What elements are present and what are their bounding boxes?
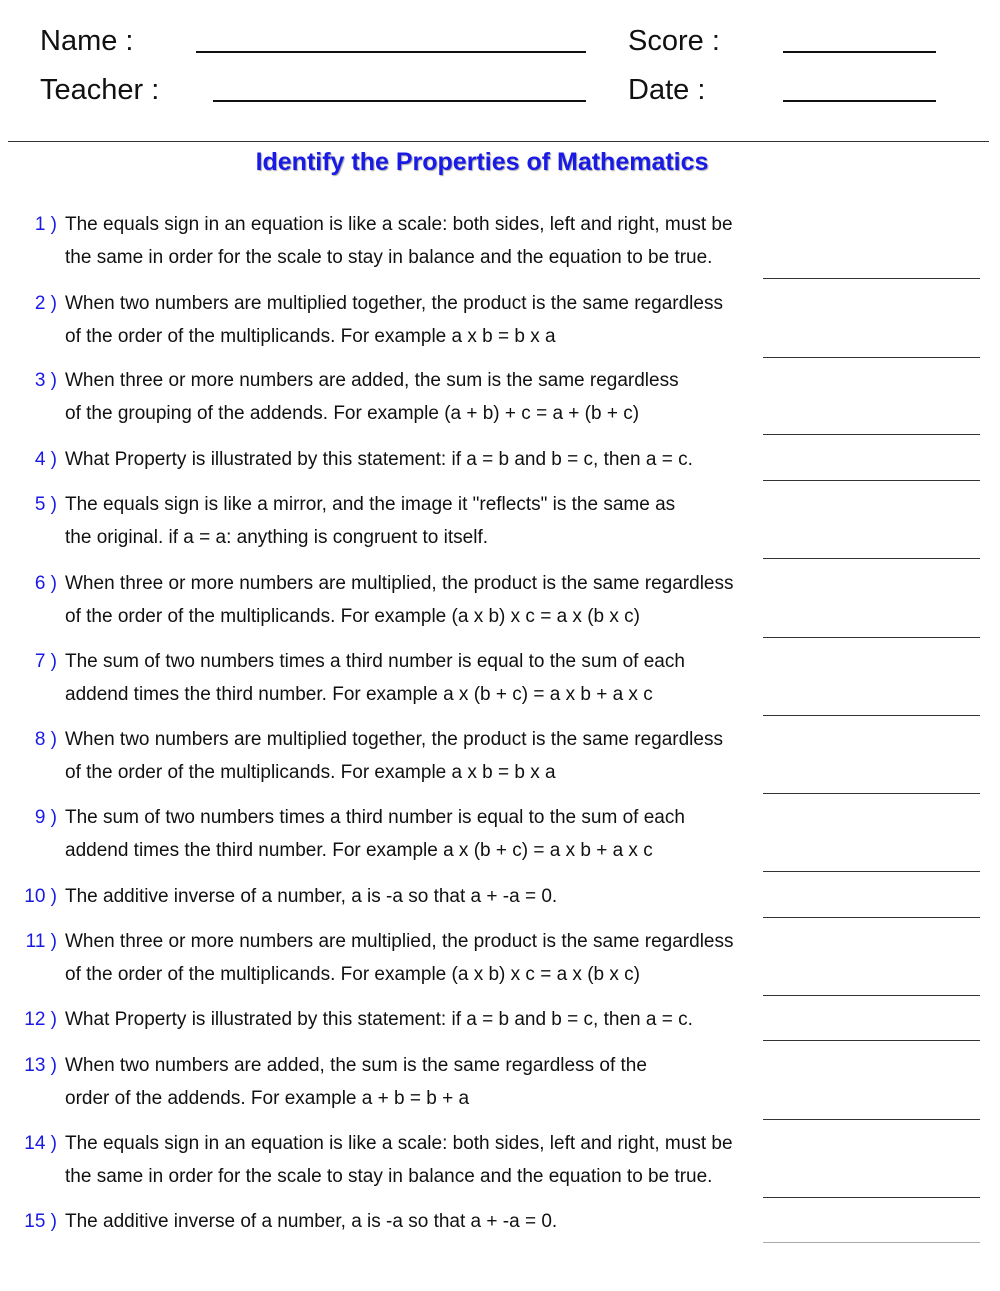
question-text-line: When two numbers are multiplied together, the product is the same regardless — [65, 729, 723, 750]
question-text — [65, 1049, 765, 1115]
answer-blank[interactable] — [763, 357, 980, 358]
question-text-line: of the order of the multiplicands. For example a x b = b x a — [65, 326, 556, 347]
answer-blank[interactable] — [763, 1242, 980, 1243]
question-text — [65, 1205, 765, 1238]
score-label: Score : — [628, 25, 720, 57]
question-number: 1 ) — [34, 214, 57, 235]
question-text-line: of the order of the multiplicands. For example a x b = b x a — [65, 762, 556, 783]
question-text-line: the same in order for the scale to stay in balance and the equation to be true. — [65, 1166, 713, 1187]
question-text — [65, 801, 765, 867]
question-text-line: of the grouping of the addends. For example (a + b) + c = a + (b + c) — [65, 403, 640, 424]
answer-blank[interactable] — [763, 480, 980, 481]
question-text-line: addend times the third number. For example a x (b + c) = a x b + a x c — [65, 684, 653, 705]
question-text — [65, 567, 765, 633]
question-text — [65, 925, 765, 991]
name-label: Name : — [40, 25, 134, 57]
question-text — [65, 1003, 765, 1036]
question-text-line: The equals sign in an equation is like a scale: both sides, left and right, must be — [65, 214, 733, 235]
question-text-line: The additive inverse of a number, a is -a so that a + -a = 0. — [65, 886, 558, 907]
question-number: 2 ) — [34, 293, 57, 314]
question-text-line: The additive inverse of a number, a is -a so that a + -a = 0. — [65, 1211, 558, 1232]
question-number: 10 ) — [24, 886, 57, 907]
question-text-line: the same in order for the scale to stay in balance and the equation to be true. — [65, 247, 713, 268]
score-field[interactable] — [783, 51, 936, 53]
question-text-line: What Property is illustrated by this statement: if a = b and b = c, then a = c. — [65, 449, 693, 470]
answer-blank[interactable] — [763, 793, 980, 794]
answer-blank[interactable] — [763, 871, 980, 872]
question-text-line: of the order of the multiplicands. For example (a x b) x c = a x (b x c) — [65, 606, 640, 627]
question-text-line: What Property is illustrated by this statement: if a = b and b = c, then a = c. — [65, 1009, 693, 1030]
answer-blank[interactable] — [763, 637, 980, 638]
question-number: 13 ) — [24, 1055, 57, 1076]
question-text-line: When three or more numbers are added, the sum is the same regardless — [65, 370, 679, 391]
name-field[interactable] — [196, 51, 586, 53]
date-label: Date : — [628, 74, 706, 106]
teacher-label: Teacher : — [40, 74, 160, 106]
question-number: 6 ) — [34, 573, 57, 594]
question-number: 3 ) — [34, 370, 57, 391]
question-number: 4 ) — [34, 449, 57, 470]
answer-blank[interactable] — [763, 715, 980, 716]
question-text-line: The sum of two numbers times a third number is equal to the sum of each — [65, 651, 685, 672]
question-number: 14 ) — [24, 1133, 57, 1154]
answer-blank[interactable] — [763, 558, 980, 559]
question-text-line: of the order of the multiplicands. For example (a x b) x c = a x (b x c) — [65, 964, 640, 985]
answer-blank[interactable] — [763, 278, 980, 279]
question-text — [65, 208, 765, 274]
question-text — [65, 443, 765, 476]
question-text — [65, 488, 765, 554]
question-number: 5 ) — [34, 494, 57, 515]
teacher-field[interactable] — [213, 100, 586, 102]
question-number: 11 ) — [25, 931, 57, 952]
question-text-line: When three or more numbers are multiplied, the product is the same regardless — [65, 931, 734, 952]
question-number: 15 ) — [24, 1211, 57, 1232]
answer-blank[interactable] — [763, 1040, 980, 1041]
question-text — [65, 287, 765, 353]
question-text-line: The sum of two numbers times a third number is equal to the sum of each — [65, 807, 685, 828]
question-number: 12 ) — [24, 1009, 57, 1030]
answer-blank[interactable] — [763, 1197, 980, 1198]
question-text — [65, 645, 765, 711]
question-text-line: order of the addends. For example a + b = b + a — [65, 1088, 470, 1109]
question-text-line: When two numbers are added, the sum is the same regardless of the — [65, 1055, 647, 1076]
question-text — [65, 723, 765, 789]
question-text — [65, 880, 765, 913]
question-number: 7 ) — [34, 651, 57, 672]
question-number: 9 ) — [34, 807, 57, 828]
question-text-line: addend times the third number. For example a x (b + c) = a x b + a x c — [65, 840, 653, 861]
answer-blank[interactable] — [763, 995, 980, 996]
date-field[interactable] — [783, 100, 936, 102]
answer-blank[interactable] — [763, 434, 980, 435]
question-number: 8 ) — [34, 729, 57, 750]
question-text — [65, 364, 765, 430]
question-text-line: The equals sign in an equation is like a scale: both sides, left and right, must be — [65, 1133, 733, 1154]
answer-blank[interactable] — [763, 917, 980, 918]
question-text-line: the original. if a = a: anything is congruent to itself. — [65, 527, 489, 548]
question-text-line: When three or more numbers are multiplied, the product is the same regardless — [65, 573, 734, 594]
worksheet-title: Identify the Properties of Mathematics — [255, 148, 709, 176]
question-text-line: When two numbers are multiplied together, the product is the same regardless — [65, 293, 723, 314]
header-divider — [8, 141, 989, 142]
answer-blank[interactable] — [763, 1119, 980, 1120]
question-text-line: The equals sign is like a mirror, and the image it "reflects" is the same as — [65, 494, 676, 515]
question-text — [65, 1127, 765, 1193]
